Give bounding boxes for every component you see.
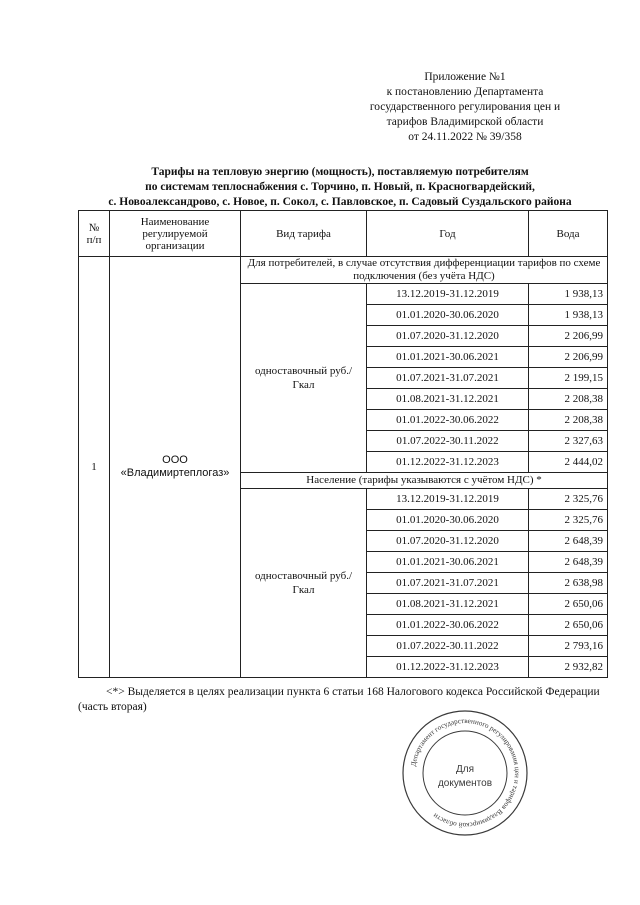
price-cell: 2 650,06	[529, 594, 608, 615]
tariff-kind: одноставочный руб./Гкал	[241, 489, 367, 678]
price-cell: 2 206,99	[529, 347, 608, 368]
period-cell: 01.08.2021-31.12.2021	[367, 389, 529, 410]
price-cell: 2 208,38	[529, 389, 608, 410]
period-cell: 01.01.2022-30.06.2022	[367, 410, 529, 431]
price-cell: 2 325,76	[529, 489, 608, 510]
document-title	[60, 165, 620, 210]
footnote: <*> Выделяется в целях реализации пункта 6 статьи 168 Налогового кодекса Российской Федерации (часть вторая)	[78, 686, 600, 713]
period-cell: 01.01.2020-30.06.2020	[367, 305, 529, 326]
section-label: Население (тарифы указываются с учётом НДС) *	[241, 473, 608, 489]
period-cell: 01.07.2021-31.07.2021	[367, 573, 529, 594]
title-line: с. Новоалександрово, с. Новое, п. Сокол, с. Павловское, п. Садовый Суздальского района	[108, 196, 572, 208]
appendix-line: государственного регулирования цен и	[369, 101, 561, 113]
period-cell: 13.12.2019-31.12.2019	[367, 489, 529, 510]
header-water: Вода	[529, 211, 608, 257]
price-cell: 2 208,38	[529, 410, 608, 431]
section-label: Для потребителей, в случае отсутствия дифференциации тарифов по схеме подключения (без учёта НДС)	[241, 257, 608, 284]
price-cell: 2 932,82	[529, 657, 608, 678]
period-cell: 01.08.2021-31.12.2021	[367, 594, 529, 615]
price-cell: 2 650,06	[529, 615, 608, 636]
period-cell: 01.07.2022-30.11.2022	[367, 636, 529, 657]
stamp-ring-text: Департамент государственного регулирования цен и тарифов Владимирской области	[409, 716, 522, 830]
period-cell: 01.12.2022-31.12.2023	[367, 452, 529, 473]
price-cell: 2 444,02	[529, 452, 608, 473]
period-cell: 01.01.2020-30.06.2020	[367, 510, 529, 531]
title-line: Тарифы на тепловую энергию (мощность), поставляемую потребителям	[151, 166, 529, 178]
price-cell: 2 206,99	[529, 326, 608, 347]
price-cell: 2 793,16	[529, 636, 608, 657]
period-cell: 01.07.2020-31.12.2020	[367, 531, 529, 552]
price-cell: 2 327,63	[529, 431, 608, 452]
row-number: 1	[79, 257, 110, 678]
appendix-line: от 24.11.2022 № 39/358	[408, 131, 522, 143]
period-cell: 01.01.2021-30.06.2021	[367, 552, 529, 573]
stamp-seal	[400, 708, 530, 838]
header-org: Наименование регулируемой организации	[110, 211, 241, 257]
period-cell: 13.12.2019-31.12.2019	[367, 284, 529, 305]
period-cell: 01.07.2022-30.11.2022	[367, 431, 529, 452]
table-header-row	[79, 211, 608, 257]
period-cell: 01.12.2022-31.12.2023	[367, 657, 529, 678]
header-year: Год	[367, 211, 529, 257]
price-cell: 2 325,76	[529, 510, 608, 531]
section-row	[79, 257, 608, 284]
period-cell: 01.01.2021-30.06.2021	[367, 347, 529, 368]
organization-name: ООО «Владимиртеплогаз»	[110, 257, 241, 678]
period-cell: 01.01.2022-30.06.2022	[367, 615, 529, 636]
period-cell: 01.07.2020-31.12.2020	[367, 326, 529, 347]
price-cell: 2 648,39	[529, 552, 608, 573]
appendix-line: тарифов Владимирской области	[386, 116, 544, 128]
tariff-kind: одноставочный руб./Гкал	[241, 284, 367, 473]
price-cell: 2 199,15	[529, 368, 608, 389]
header-kind: Вид тарифа	[241, 211, 367, 257]
title-line: по системам теплоснабжения с. Торчино, п. Новый, п. Красногвардейский,	[145, 181, 535, 193]
period-cell: 01.07.2021-31.07.2021	[367, 368, 529, 389]
appendix-line: Приложение №1	[424, 71, 506, 83]
stamp-center-line: Для	[455, 764, 475, 775]
price-cell: 2 648,39	[529, 531, 608, 552]
price-cell: 1 938,13	[529, 284, 608, 305]
header-num: № п/п	[79, 211, 110, 257]
appendix-header	[330, 70, 600, 145]
stamp-center-line: документов	[437, 778, 493, 789]
price-cell: 2 638,98	[529, 573, 608, 594]
appendix-line: к постановлению Департамента	[386, 86, 544, 98]
tariff-table	[78, 210, 608, 678]
price-cell: 1 938,13	[529, 305, 608, 326]
